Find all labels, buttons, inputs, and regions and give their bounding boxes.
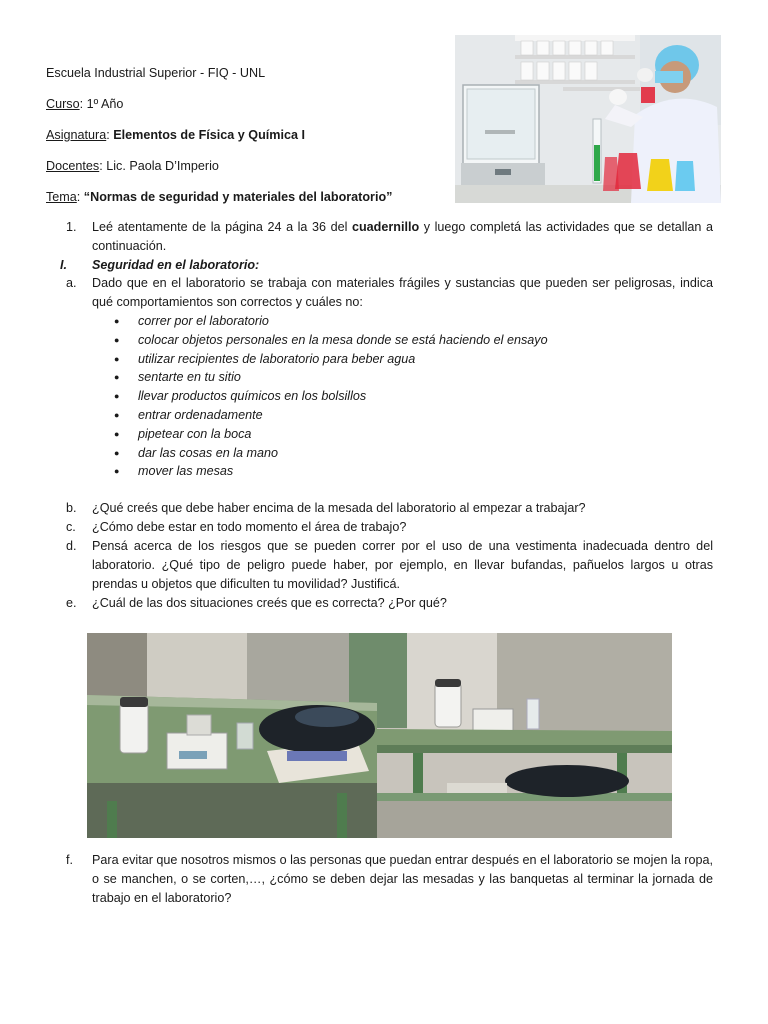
question-text: ¿Cómo debe estar en todo momento el área de trabajo? [92,520,407,534]
school-name: Escuela Industrial Superior - FIQ - UNL [46,66,266,80]
list-item: ● colocar objetos personales en la mesa donde se está haciendo el ensayo [112,331,548,350]
question-text: Para evitar que nosotros mismos o las personas que puedan entrar después en el laboratorio se mojen la ropa, o se manchen, o se corten,…, ¿cómo se deben dejar las mesadas y las banquetas al terminar la jornada de trabajo en el laboratorio? [92,853,713,905]
question-letter: d. [66,539,77,553]
subject-value: Elementos de Física y Química I [113,128,305,142]
instruction-text-end: y luego completá las actividades que se detallan a continuación. [92,220,713,253]
topic-label: Tema [46,190,77,204]
question-text: ¿Qué creés que debe haber encima de la mesada del laboratorio al empezar a trabajar? [92,501,586,515]
lab-technician-photo [455,35,721,203]
subject-separator: : [106,128,114,142]
teachers-value: : Lic. Paola D’Imperio [99,159,219,173]
list-number: 1. [66,220,77,234]
course-value: : 1º Año [79,97,124,111]
question-letter: c. [66,520,76,534]
booklet-reference: cuadernillo [351,220,420,234]
list-item: ● pipetear con la boca [112,425,548,444]
list-item: ● correr por el laboratorio [112,312,548,331]
topic-line [46,188,392,207]
list-item: ● dar las cosas en la mano [112,444,548,463]
list-item: ● sentarte en tu sitio [112,368,548,387]
behaviors-list [112,312,548,481]
course-label: Curso [46,97,80,111]
list-item: ● entrar ordenadamente [112,406,548,425]
question-letter: f. [66,853,73,867]
topic-value: “Normas de seguridad y materiales del laboratorio” [83,190,393,204]
teachers-label: Docentes [46,159,100,173]
instruction-text [92,218,713,256]
bag-under-bench-photo [377,633,672,838]
question-text: Pensá acerca de los riesgos que se pueden correr por el uso de una vestimenta inadecuada dentro del laboratorio. ¿Qué tipo de peligro puede haber, por ejemplo, en llevar bufandas, pañuelos largos u otras prendas u objetos que dificulten tu movilidad? Justificá. [92,539,713,591]
section-title: Seguridad en el laboratorio: [92,258,260,272]
question-text: ¿Cuál de las dos situaciones creés que es correcta? ¿Por qué? [92,596,447,610]
question-letter: b. [66,501,77,515]
topic-separator: : [76,190,84,204]
section-number: I. [60,258,67,272]
question-letter: e. [66,596,77,610]
question-letter: a. [66,276,77,290]
course-line [46,95,123,114]
question-text: Dado que en el laboratorio se trabaja con materiales frágiles y sustancias que pueden ser peligrosas, indica qué comportamientos son correctos y cuáles no: [92,276,713,309]
teachers-line [46,157,219,176]
subject-label: Asignatura [46,128,107,142]
subject-line [46,126,305,145]
bench-with-bag-photo [87,633,377,838]
list-item: ● mover las mesas [112,462,548,481]
list-item: ● llevar productos químicos en los bolsillos [112,387,548,406]
instruction-text-start: Leé atentamente de la página 24 a la 36 del [92,220,352,234]
list-item: ● utilizar recipientes de laboratorio para beber agua [112,350,548,369]
